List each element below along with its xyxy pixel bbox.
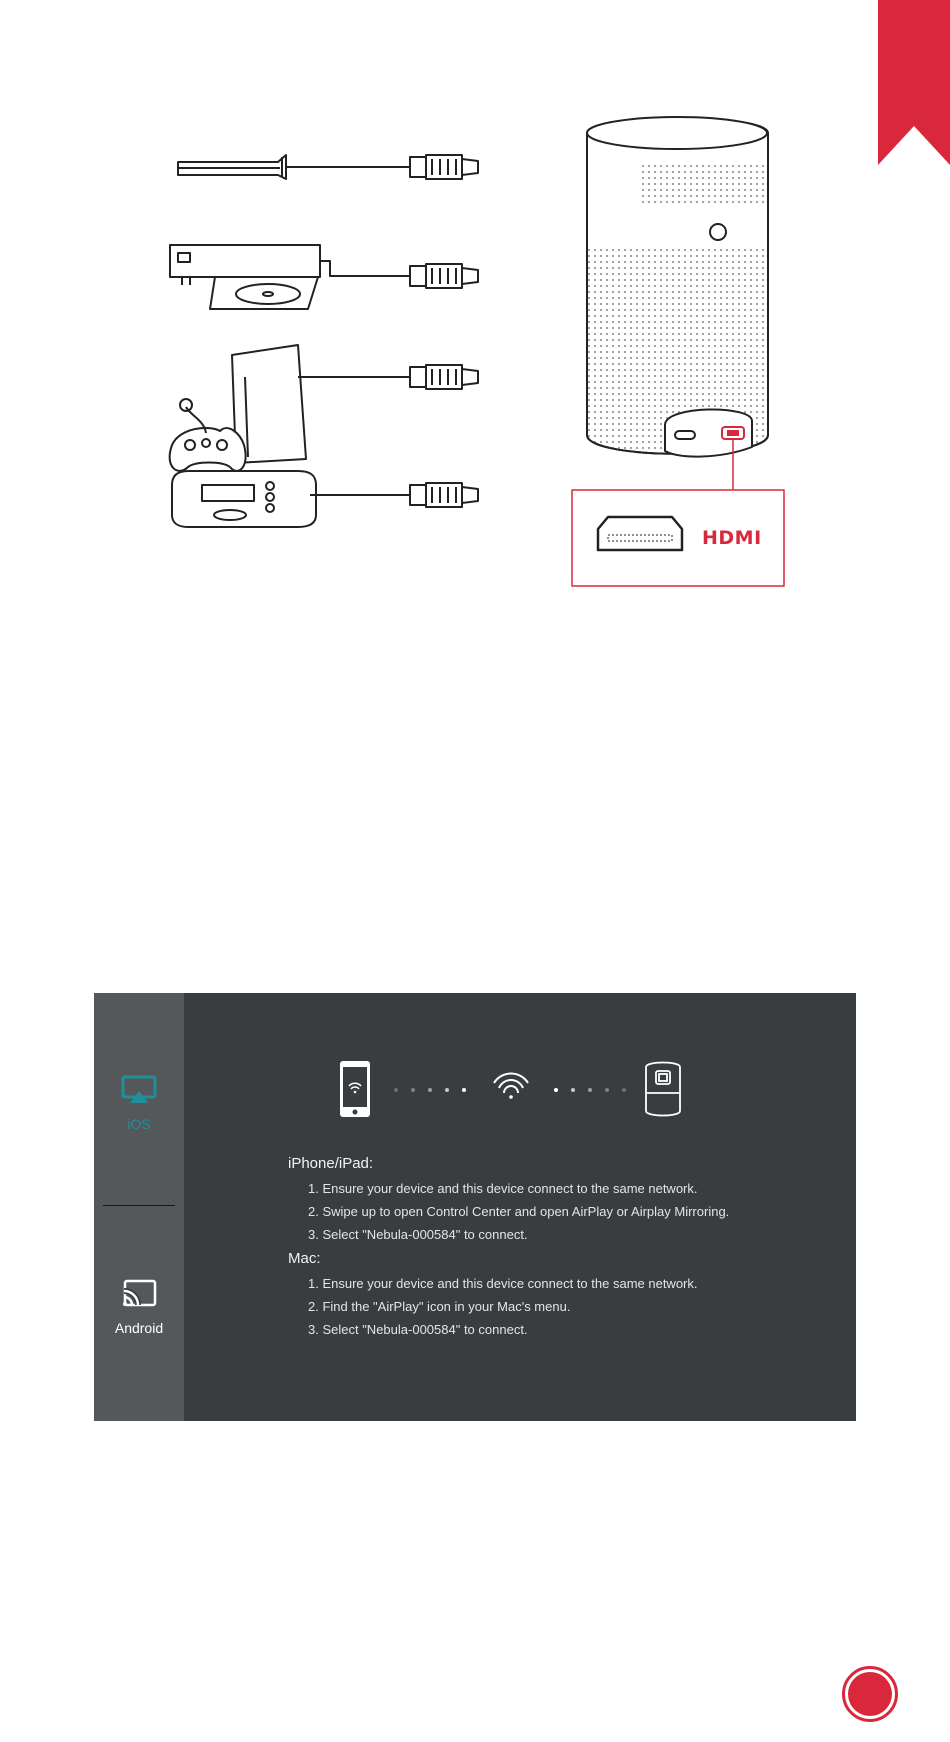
step-item: 3. Select "Nebula-000584" to connect. <box>308 1227 528 1242</box>
game-console-icon <box>170 345 306 471</box>
cast-icon <box>121 1279 157 1309</box>
hdmi-port-icon <box>598 517 682 550</box>
hdmi-port-label: HDMI <box>702 527 762 549</box>
page-marker-fill <box>848 1672 892 1716</box>
projector-small-icon <box>646 1063 680 1116</box>
steps-iphone <box>288 1177 828 1246</box>
bookmark-ribbon <box>878 0 950 165</box>
step-item: 2. Swipe up to open Control Center and open AirPlay or Airplay Mirroring. <box>308 1204 730 1219</box>
section-heading-iphone: iPhone/iPad: <box>288 1155 374 1172</box>
instructions <box>288 1155 828 1345</box>
tab-ios[interactable] <box>94 1075 184 1132</box>
phone-icon <box>340 1061 370 1117</box>
set-top-box-icon <box>172 471 316 527</box>
step-item: 1. Ensure your device and this device connect to the same network. <box>308 1181 698 1196</box>
connection-diagram <box>338 1059 698 1121</box>
hdmi-plug-icon <box>410 155 478 179</box>
hdmi-plug-icon <box>410 483 478 507</box>
page-marker <box>842 1666 898 1722</box>
signal-dots-right <box>554 1088 626 1092</box>
projector-icon <box>587 117 768 457</box>
section-heading-mac: Mac: <box>288 1250 321 1267</box>
wifi-icon <box>494 1074 528 1099</box>
tab-android[interactable] <box>94 1279 184 1336</box>
sidebar-divider <box>103 1205 175 1206</box>
step-item: 1. Ensure your device and this device connect to the same network. <box>308 1276 698 1291</box>
step-item: 2. Find the "AirPlay" icon in your Mac's menu. <box>308 1299 571 1314</box>
streaming-stick-icon <box>178 155 286 179</box>
screen-mirroring-screen <box>94 993 856 1421</box>
hdmi-connection-illustration <box>160 115 800 595</box>
steps-mac <box>288 1272 828 1341</box>
hdmi-plug-icon <box>410 365 478 389</box>
signal-dots-left <box>394 1088 466 1092</box>
platform-sidebar <box>94 993 184 1421</box>
tab-android-label: Android <box>114 1320 164 1336</box>
tab-ios-label: iOS <box>127 1116 151 1132</box>
dvd-player-icon <box>170 245 320 309</box>
hdmi-plug-icon <box>410 264 478 288</box>
airplay-icon <box>121 1075 157 1105</box>
step-item: 3. Select "Nebula-000584" to connect. <box>308 1322 528 1337</box>
